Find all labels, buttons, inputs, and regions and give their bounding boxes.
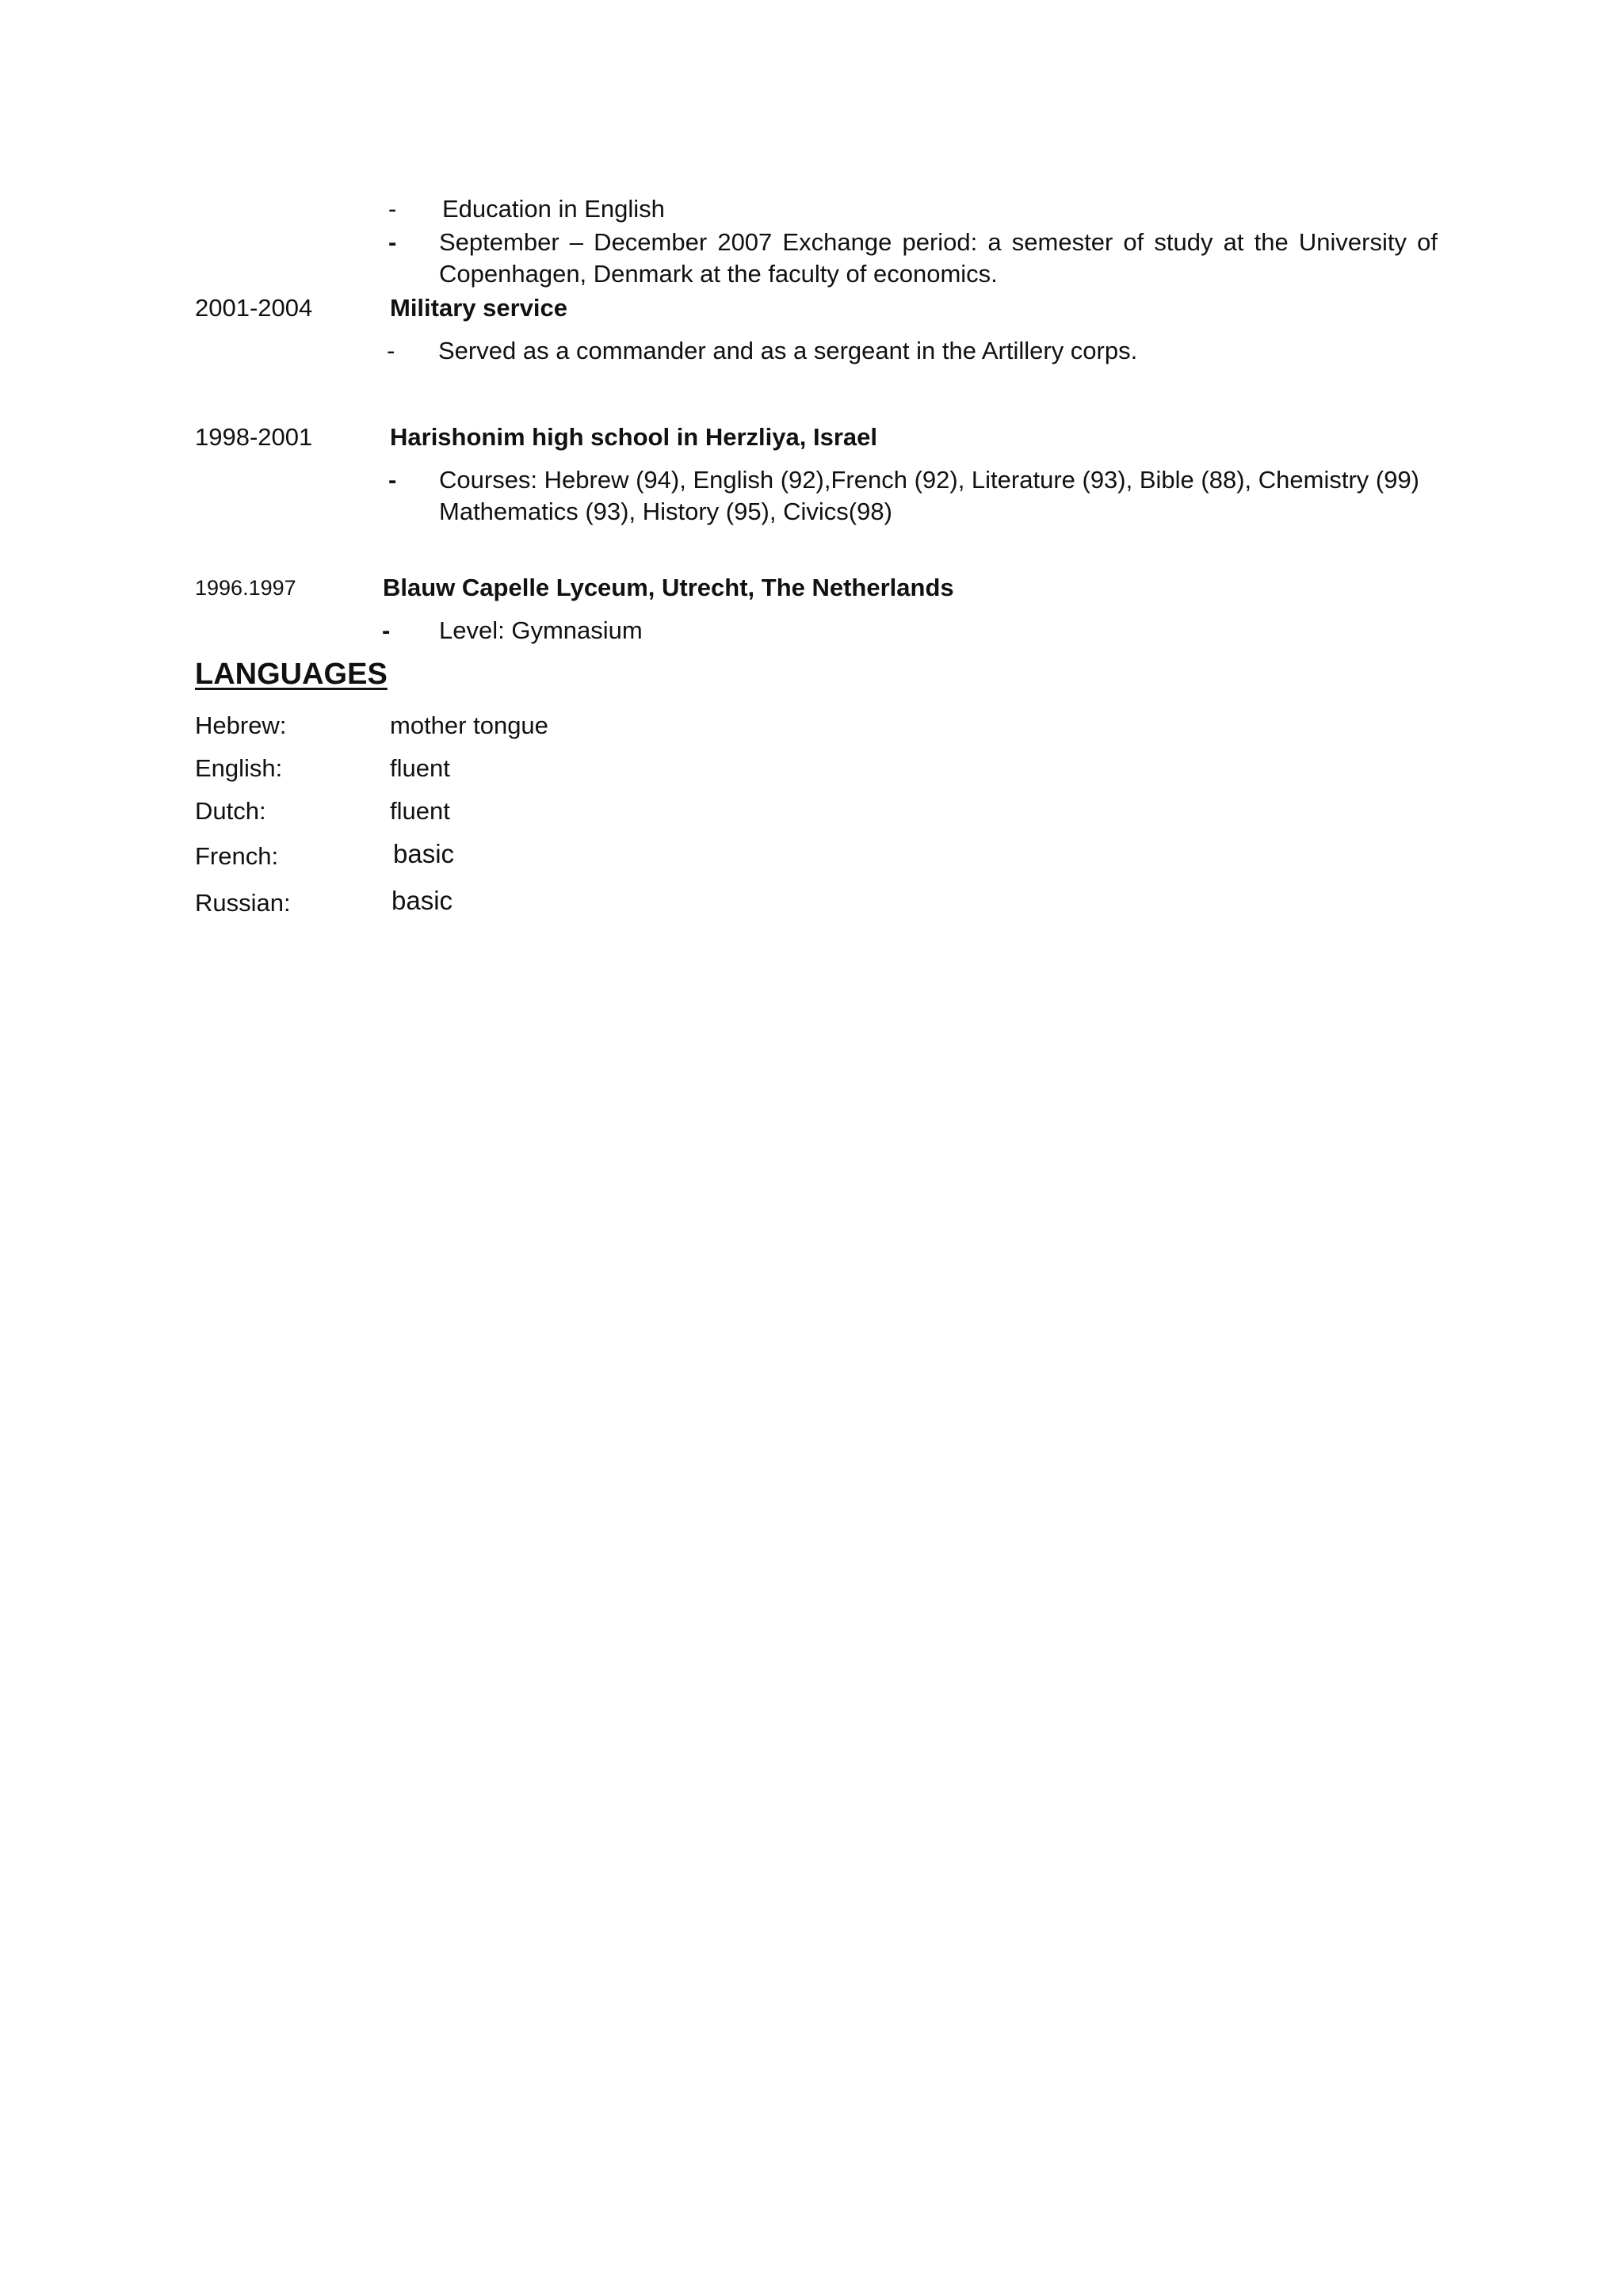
language-level: fluent bbox=[390, 797, 450, 825]
entry-bullet: Served as a commander and as a sergeant in the Artillery corps. bbox=[438, 337, 1138, 364]
language-name: Russian: bbox=[195, 889, 291, 917]
language-level: fluent bbox=[390, 754, 450, 782]
entry-bullet: Level: Gymnasium bbox=[439, 616, 643, 644]
language-name: Dutch: bbox=[195, 797, 266, 825]
language-name: Hebrew: bbox=[195, 711, 287, 739]
entry-years: 2001-2004 bbox=[195, 294, 313, 322]
bullet-dash: - bbox=[388, 228, 397, 256]
entry-title: Blauw Capelle Lyceum, Utrecht, The Netherlands bbox=[383, 574, 954, 601]
language-level: mother tongue bbox=[390, 711, 548, 739]
language-name: French: bbox=[195, 842, 279, 870]
bullet-dash: - bbox=[388, 466, 397, 494]
entry-title: Harishonim high school in Herzliya, Israel bbox=[390, 423, 877, 451]
language-level: basic bbox=[391, 886, 453, 915]
entry-years: 1996.1997 bbox=[195, 576, 296, 600]
entry-years: 1998-2001 bbox=[195, 423, 313, 451]
bullet-education-in-english: Education in English bbox=[442, 195, 665, 223]
entry-bullet: Courses: Hebrew (94), English (92),French (92), Literature (93), Bible (88), Chemistry (99) Mathematics (93), History (95), Civics(98) bbox=[439, 466, 1420, 525]
language-name: English: bbox=[195, 754, 283, 782]
bullet-dash: - bbox=[387, 337, 395, 364]
languages-heading: LANGUAGES bbox=[195, 658, 388, 691]
bullet-exchange-period: September – December 2007 Exchange period: a semester of study at the University of Copenhagen, Denmark at the faculty of economics. bbox=[439, 228, 1438, 288]
bullet-dash: - bbox=[382, 616, 391, 644]
entry-title: Military service bbox=[390, 294, 568, 322]
language-level: basic bbox=[393, 839, 455, 868]
bullet-dash: - bbox=[388, 195, 397, 223]
